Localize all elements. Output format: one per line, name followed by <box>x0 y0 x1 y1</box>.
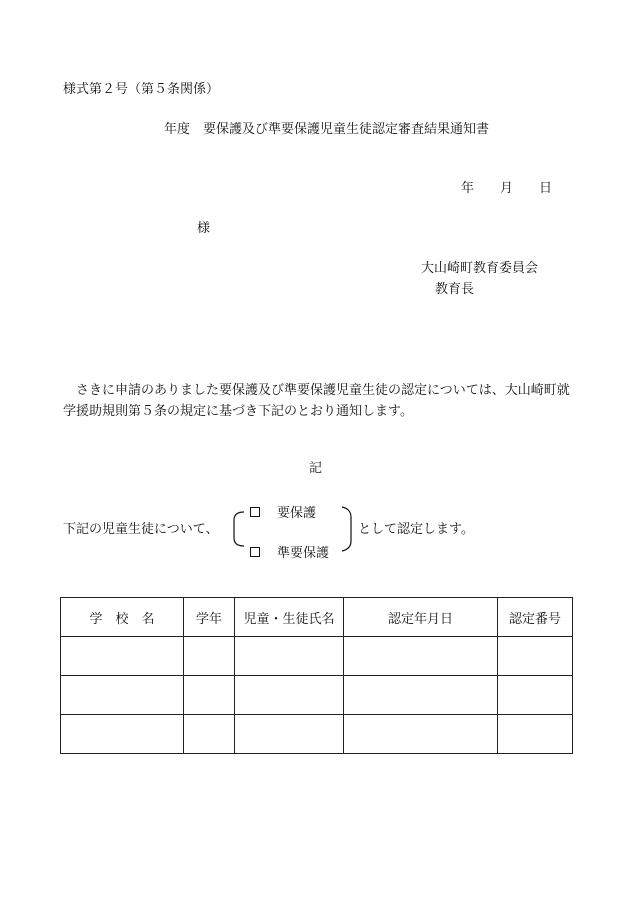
issuer-title: 教育長 <box>435 282 475 297</box>
cell-student-name[interactable] <box>235 715 344 754</box>
date-month: 月 <box>500 181 514 196</box>
header-grade: 学年 <box>184 598 235 637</box>
cell-grade[interactable] <box>184 715 235 754</box>
cell-certification-number[interactable] <box>498 676 573 715</box>
cell-grade[interactable] <box>184 676 235 715</box>
table-row <box>61 676 573 715</box>
addressee-suffix: 様 <box>197 221 211 236</box>
results-table <box>60 597 573 754</box>
certification-trail: として認定します。 <box>358 522 474 537</box>
table-row <box>61 637 573 676</box>
table-row <box>61 715 573 754</box>
date-year: 年 <box>461 181 475 196</box>
checkbox[interactable] <box>250 507 260 517</box>
date-day: 日 <box>539 181 553 196</box>
document-title: 年度 要保護及び準要保護児童生徒認定審査結果通知書 <box>164 122 490 137</box>
option-junyohogo[interactable] <box>250 542 329 561</box>
form-number: 様式第２号（第５条関係） <box>63 82 220 97</box>
cell-certification-number[interactable] <box>498 715 573 754</box>
checkbox[interactable] <box>250 547 260 557</box>
certification-lead: 下記の児童生徒について、 <box>63 522 219 537</box>
option-label: 準要保護 <box>277 546 330 561</box>
body-text: さきに申請のありました要保護及び準要保護児童生徒の認定については、大山崎町就学援助規則第５条の規定に基づき下記のとおり通知します。 <box>63 383 570 419</box>
cell-student-name[interactable] <box>235 637 344 676</box>
ki-heading: 記 <box>309 461 323 476</box>
cell-student-name[interactable] <box>235 676 344 715</box>
cell-grade[interactable] <box>184 637 235 676</box>
table-header-row <box>61 598 573 637</box>
cell-school-name[interactable] <box>61 637 184 676</box>
header-student-name: 児童・生徒氏名 <box>235 598 344 637</box>
cell-school-name[interactable] <box>61 715 184 754</box>
option-yohogo[interactable] <box>250 502 316 521</box>
cell-certification-date[interactable] <box>344 676 498 715</box>
cell-certification-date[interactable] <box>344 715 498 754</box>
header-school-name: 学 校 名 <box>61 598 184 637</box>
option-label: 要保護 <box>277 506 317 521</box>
cell-school-name[interactable] <box>61 676 184 715</box>
header-certification-number: 認定番号 <box>498 598 573 637</box>
header-certification-date: 認定年月日 <box>344 598 498 637</box>
issuer-organization: 大山崎町教育委員会 <box>421 261 539 276</box>
cell-certification-number[interactable] <box>498 637 573 676</box>
cell-certification-date[interactable] <box>344 637 498 676</box>
